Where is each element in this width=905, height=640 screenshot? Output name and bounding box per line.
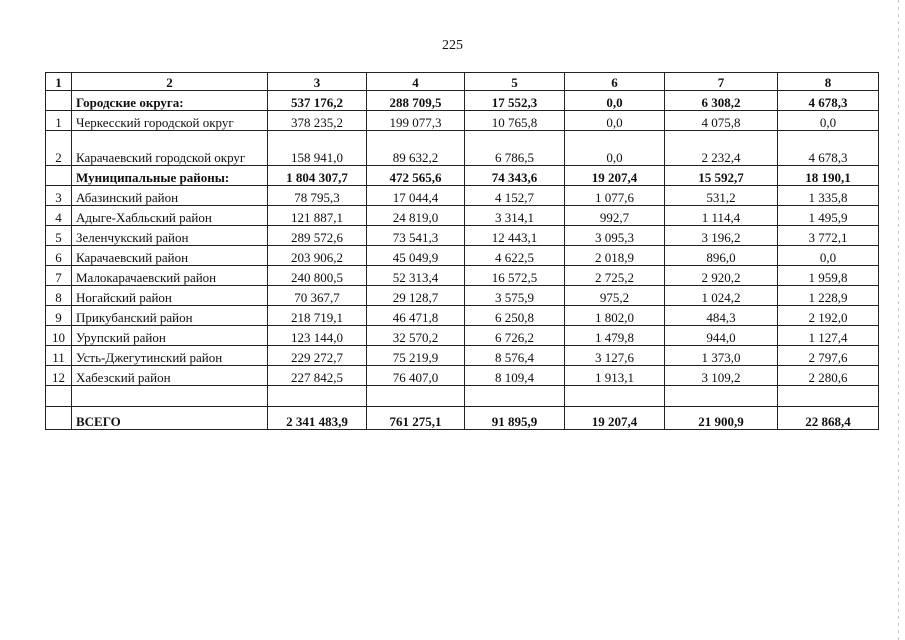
value-cell: 240 800,5 [268, 266, 367, 286]
value-cell: 203 906,2 [268, 246, 367, 266]
value-cell: 2 920,2 [665, 266, 778, 286]
value-cell: 12 443,1 [465, 226, 565, 246]
row-name-cell: Адыге-Хабльский район [72, 206, 268, 226]
row-name-cell: Малокарачаевский район [72, 266, 268, 286]
value-cell: 1 077,6 [565, 186, 665, 206]
value-cell: 1 127,4 [778, 326, 879, 346]
value-cell: 4 678,3 [778, 131, 879, 166]
value-cell: 896,0 [665, 246, 778, 266]
value-cell: 6 726,2 [465, 326, 565, 346]
value-cell: 121 887,1 [268, 206, 367, 226]
value-cell [565, 386, 665, 407]
value-cell: 3 314,1 [465, 206, 565, 226]
value-cell [367, 386, 465, 407]
row-number-cell: 2 [46, 131, 72, 166]
value-cell: 8 576,4 [465, 346, 565, 366]
row-name-cell: Урупский район [72, 326, 268, 346]
value-cell: 4 075,8 [665, 111, 778, 131]
table-row [46, 166, 879, 186]
value-cell [778, 386, 879, 407]
row-number-cell: 9 [46, 306, 72, 326]
table-row [46, 386, 879, 407]
value-cell [665, 386, 778, 407]
value-cell: 2 797,6 [778, 346, 879, 366]
value-cell: 0,0 [565, 111, 665, 131]
value-cell: 52 313,4 [367, 266, 465, 286]
value-cell: 2 232,4 [665, 131, 778, 166]
value-cell: 74 343,6 [465, 166, 565, 186]
row-name-cell: Карачаевский городской округ [72, 131, 268, 166]
row-name-cell: Зеленчукский район [72, 226, 268, 246]
value-cell: 3 095,3 [565, 226, 665, 246]
value-cell: 2 192,0 [778, 306, 879, 326]
value-cell: 1 495,9 [778, 206, 879, 226]
value-cell: 944,0 [665, 326, 778, 346]
value-cell: 16 572,5 [465, 266, 565, 286]
value-cell: 1 373,0 [665, 346, 778, 366]
table-row [46, 266, 879, 286]
row-number-cell: 6 [46, 246, 72, 266]
row-number-cell: 1 [46, 111, 72, 131]
value-cell: 1 335,8 [778, 186, 879, 206]
value-cell: 0,0 [565, 91, 665, 111]
header-cell: 8 [778, 73, 879, 91]
value-cell: 0,0 [565, 131, 665, 166]
value-cell: 19 207,4 [565, 407, 665, 430]
value-cell: 1 024,2 [665, 286, 778, 306]
row-number-cell [46, 166, 72, 186]
value-cell: 22 868,4 [778, 407, 879, 430]
value-cell: 229 272,7 [268, 346, 367, 366]
row-name-cell: Усть-Джегутинский район [72, 346, 268, 366]
value-cell: 10 765,8 [465, 111, 565, 131]
value-cell: 1 802,0 [565, 306, 665, 326]
row-number-cell: 7 [46, 266, 72, 286]
table-header-row [46, 73, 879, 91]
row-name-cell: Ногайский район [72, 286, 268, 306]
row-number-cell: 8 [46, 286, 72, 306]
value-cell: 3 127,6 [565, 346, 665, 366]
value-cell: 70 367,7 [268, 286, 367, 306]
row-number-cell: 12 [46, 366, 72, 386]
value-cell: 24 819,0 [367, 206, 465, 226]
header-cell: 6 [565, 73, 665, 91]
table-row [46, 246, 879, 266]
table-row [46, 206, 879, 226]
value-cell: 289 572,6 [268, 226, 367, 246]
value-cell: 288 709,5 [367, 91, 465, 111]
value-cell: 992,7 [565, 206, 665, 226]
value-cell: 3 196,2 [665, 226, 778, 246]
value-cell [268, 386, 367, 407]
value-cell: 17 552,3 [465, 91, 565, 111]
value-cell: 6 786,5 [465, 131, 565, 166]
value-cell: 531,2 [665, 186, 778, 206]
table-row [46, 366, 879, 386]
value-cell: 45 049,9 [367, 246, 465, 266]
value-cell: 158 941,0 [268, 131, 367, 166]
value-cell: 3 109,2 [665, 366, 778, 386]
value-cell: 91 895,9 [465, 407, 565, 430]
value-cell: 17 044,4 [367, 186, 465, 206]
value-cell: 218 719,1 [268, 306, 367, 326]
value-cell: 4 622,5 [465, 246, 565, 266]
value-cell: 472 565,6 [367, 166, 465, 186]
header-cell: 1 [46, 73, 72, 91]
value-cell: 1 804 307,7 [268, 166, 367, 186]
value-cell: 1 913,1 [565, 366, 665, 386]
table-row [46, 286, 879, 306]
table-row [46, 91, 879, 111]
budget-table [45, 72, 879, 430]
value-cell: 3 575,9 [465, 286, 565, 306]
value-cell: 2 018,9 [565, 246, 665, 266]
value-cell: 4 678,3 [778, 91, 879, 111]
row-number-cell [46, 407, 72, 430]
row-name-cell: Абазинский район [72, 186, 268, 206]
value-cell: 199 077,3 [367, 111, 465, 131]
row-number-cell [46, 386, 72, 407]
table-row [46, 346, 879, 366]
value-cell: 89 632,2 [367, 131, 465, 166]
header-cell: 7 [665, 73, 778, 91]
header-cell: 4 [367, 73, 465, 91]
value-cell: 73 541,3 [367, 226, 465, 246]
value-cell: 21 900,9 [665, 407, 778, 430]
row-name-cell: Городские округа: [72, 91, 268, 111]
table-row [46, 306, 879, 326]
row-name-cell: Прикубанский район [72, 306, 268, 326]
row-number-cell [46, 91, 72, 111]
table-row [46, 407, 879, 430]
value-cell: 1 114,4 [665, 206, 778, 226]
value-cell: 378 235,2 [268, 111, 367, 131]
value-cell: 1 228,9 [778, 286, 879, 306]
value-cell: 18 190,1 [778, 166, 879, 186]
value-cell: 2 280,6 [778, 366, 879, 386]
row-number-cell: 4 [46, 206, 72, 226]
value-cell: 2 341 483,9 [268, 407, 367, 430]
value-cell [465, 386, 565, 407]
value-cell: 0,0 [778, 111, 879, 131]
page-number: 225 [442, 38, 463, 53]
row-name-cell: Карачаевский район [72, 246, 268, 266]
value-cell: 6 308,2 [665, 91, 778, 111]
row-name-cell: Муниципальные районы: [72, 166, 268, 186]
value-cell: 484,3 [665, 306, 778, 326]
header-cell: 5 [465, 73, 565, 91]
value-cell: 1 959,8 [778, 266, 879, 286]
row-name-cell [72, 386, 268, 407]
value-cell: 761 275,1 [367, 407, 465, 430]
value-cell: 32 570,2 [367, 326, 465, 346]
value-cell: 4 152,7 [465, 186, 565, 206]
table-row [46, 186, 879, 206]
row-number-cell: 5 [46, 226, 72, 246]
table-row [46, 326, 879, 346]
value-cell: 227 842,5 [268, 366, 367, 386]
value-cell: 46 471,8 [367, 306, 465, 326]
value-cell: 78 795,3 [268, 186, 367, 206]
value-cell: 3 772,1 [778, 226, 879, 246]
value-cell: 15 592,7 [665, 166, 778, 186]
table-row [46, 226, 879, 246]
value-cell: 76 407,0 [367, 366, 465, 386]
row-name-cell: Черкесский городской округ [72, 111, 268, 131]
value-cell: 6 250,8 [465, 306, 565, 326]
scan-edge-line [898, 0, 899, 640]
row-number-cell: 11 [46, 346, 72, 366]
table-row [46, 131, 879, 166]
value-cell: 75 219,9 [367, 346, 465, 366]
value-cell: 537 176,2 [268, 91, 367, 111]
value-cell: 1 479,8 [565, 326, 665, 346]
row-number-cell: 10 [46, 326, 72, 346]
value-cell: 2 725,2 [565, 266, 665, 286]
header-cell: 2 [72, 73, 268, 91]
row-name-cell: Хабезский район [72, 366, 268, 386]
table-body [46, 73, 879, 430]
value-cell: 0,0 [778, 246, 879, 266]
value-cell: 19 207,4 [565, 166, 665, 186]
value-cell: 975,2 [565, 286, 665, 306]
header-cell: 3 [268, 73, 367, 91]
value-cell: 8 109,4 [465, 366, 565, 386]
table-row [46, 111, 879, 131]
value-cell: 29 128,7 [367, 286, 465, 306]
row-name-cell: ВСЕГО [72, 407, 268, 430]
row-number-cell: 3 [46, 186, 72, 206]
value-cell: 123 144,0 [268, 326, 367, 346]
